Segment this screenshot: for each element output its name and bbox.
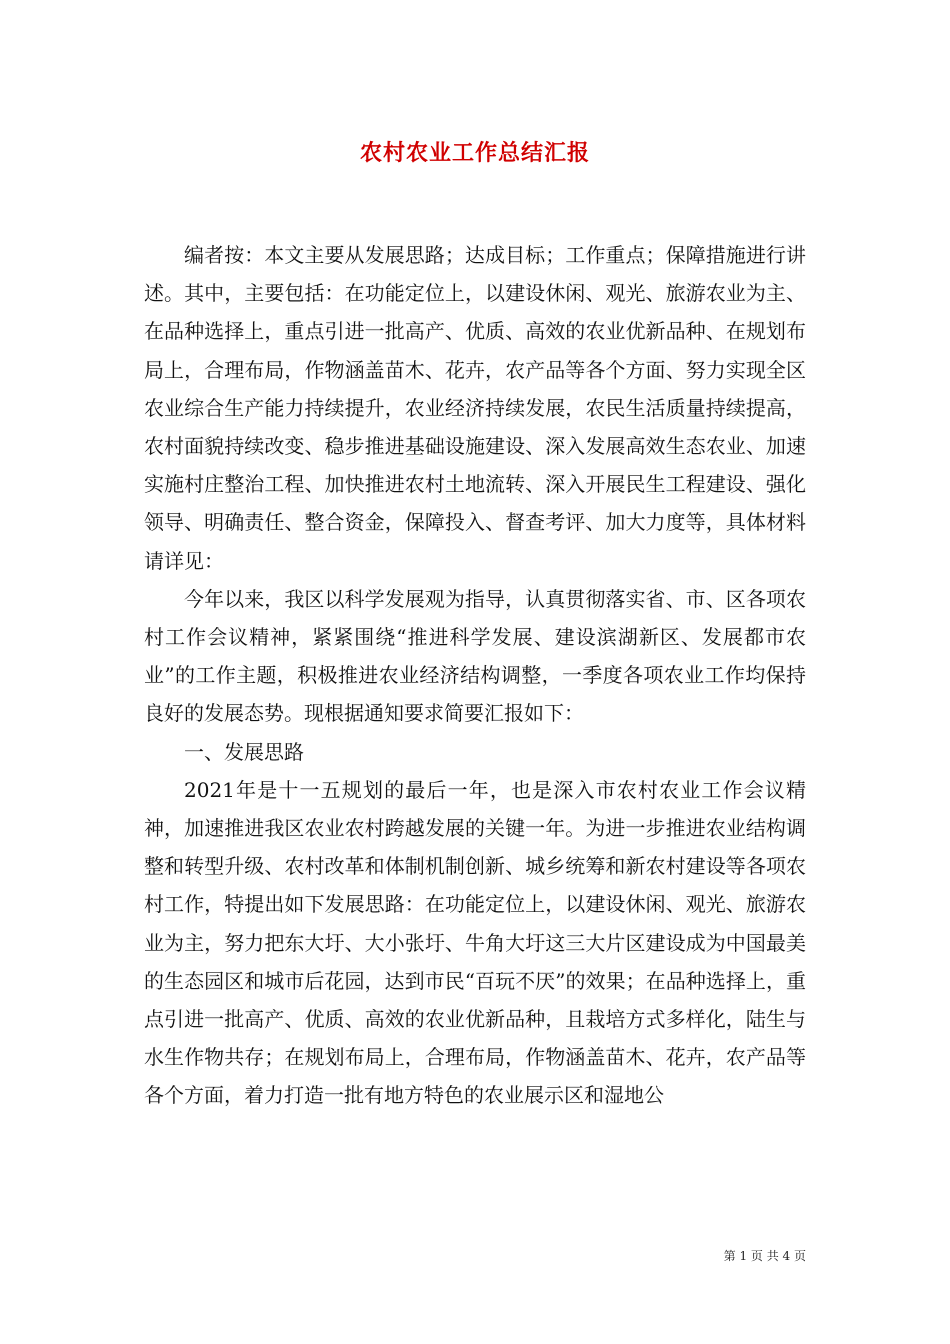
intro-paragraph: 今年以来，我区以科学发展观为指导，认真贯彻落实省、市、区各项农村工作会议精神，紧紧围绕“推进科学发展、建设滨湖新区、发展都市农业”的工作主题，积极推进农业经济结构调整，一季度各项农业工作均保持良好的发展态势。现根据通知要求简要汇报如下： <box>144 586 806 726</box>
editor-note-paragraph: 编者按：本文主要从发展思路；达成目标；工作重点；保障措施进行讲述。其中，主要包括：在功能定位上，以建设休闲、观光、旅游农业为主、在品种选择上，重点引进一批高产、优质、高效的农业优新品种、在规划布局上，合理布局，作物涵盖苗木、花卉，农产品等各个方面、努力实现全区农业综合生产能力持续提升，农业经济持续发展，农民生活质量持续提高，农村面貌持续改变、稳步推进基础设施建设、深入发展高效生态农业、加速实施村庄整治工程、加快推进农村土地流转、深入开展民生工程建设、强化领导、明确责任、整合资金，保障投入、督查考评、加大力度等，具体材料请详见： <box>144 243 806 573</box>
document-body <box>144 236 806 1115</box>
page-footer: 第 1 页 共 4 页 <box>723 1249 806 1263</box>
development-paragraph: 2021年是十一五规划的最后一年，也是深入市农村农业工作会议精神，加速推进我区农业农村跨越发展的关键一年。为进一步推进农业结构调整和转型升级、农村改革和体制机制创新、城乡统筹和新农村建设等各项农村工作，特提出如下发展思路：在功能定位上，以建设休闲、观光、旅游农业为主，努力把东大圩、大小张圩、牛角大圩这三大片区建设成为中国最美的生态园区和城市后花园，达到市民“百玩不厌”的效果；在品种选择上，重点引进一批高产、优质、高效的农业优新品种，且栽培方式多样化，陆生与水生作物共存；在规划布局上，合理布局，作物涵盖苗木、花卉，农产品等各个方面，着力打造一批有地方特色的农业展示区和湿地公 <box>144 777 806 1108</box>
section-heading: 一、发展思路 <box>184 739 304 764</box>
document-title: 农村农业工作总结汇报 <box>359 140 590 166</box>
